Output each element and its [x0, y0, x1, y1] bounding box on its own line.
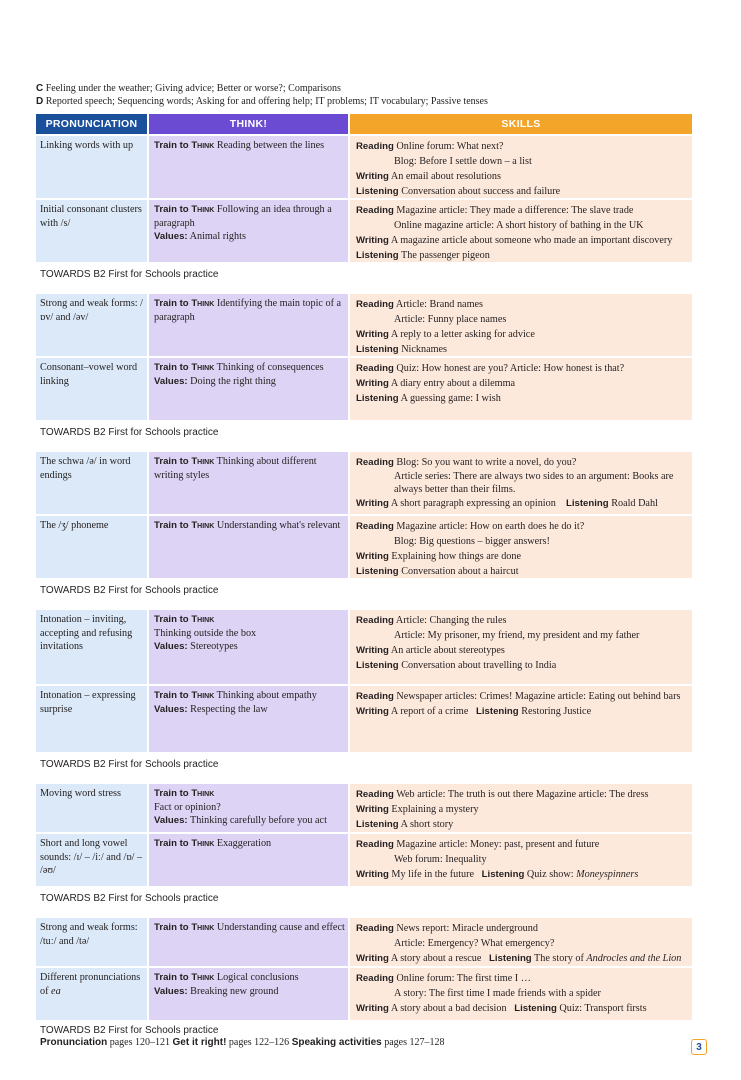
pron-cell: Strong and weak forms: /tuː/ and /tə/	[36, 918, 147, 966]
towards-practice: TOWARDS B2 First for Schools practice	[40, 427, 219, 438]
pron-cell: Different pronunciations of ea	[36, 968, 147, 1020]
table-row	[36, 200, 692, 262]
skills-cell: Reading Web article: The truth is out there Magazine article: The dress Writing Explaining a mystery Listening A short story	[350, 784, 692, 832]
pron-cell: Consonant–vowel word linking	[36, 358, 147, 420]
skills-cell: Reading Online forum: What next? Blog: Before I settle down – a list Writing An email about resolutions Listening Conversation about success and failure	[350, 136, 692, 198]
skills-cell: Reading Magazine article: Money: past, present and future Web forum: Inequality Writing My life in the future Listening Quiz show: Moneyspinners	[350, 834, 692, 886]
skills-cell: Reading Online forum: The first time I … A story: The first time I made friends with a spider Writing A story about a bad decision Listening Quiz: Transport firsts	[350, 968, 692, 1020]
towards-practice: TOWARDS B2 First for Schools practice	[40, 269, 219, 280]
think-cell: Train to Think Thinking about empathy Values: Respecting the law	[149, 686, 348, 752]
think-cell: Train to Think Following an idea through a paragraph Values: Animal rights	[149, 200, 348, 262]
table-row	[36, 516, 692, 578]
pron-cell: The /ʒ/ phoneme	[36, 516, 147, 578]
pron-cell: Intonation – expressing surprise	[36, 686, 147, 752]
contents-table	[36, 114, 692, 1042]
skills-cell: Reading Article: Changing the rules Article: My prisoner, my friend, my president and my father Writing An article about stereotypes Listening Conversation about travelling to India	[350, 610, 692, 684]
table-row	[36, 968, 692, 1020]
think-cell: Train to Think Reading between the lines	[149, 136, 348, 198]
table-row	[36, 358, 692, 420]
towards-practice: TOWARDS B2 First for Schools practice	[40, 585, 219, 596]
skills-cell: Reading Magazine article: They made a difference: The slave trade Online magazine article: A short history of bathing in the UK Writing A magazine article about someone who made an important discovery Listening The passenger pigeon	[350, 200, 692, 262]
towards-practice: TOWARDS B2 First for Schools practice	[40, 759, 219, 770]
pron-cell: Moving word stress	[36, 784, 147, 832]
table-row	[36, 834, 692, 886]
pron-cell: Strong and weak forms: /ɒv/ and /əv/	[36, 294, 147, 356]
think-cell: Train to Think Thinking outside the box Values: Stereotypes	[149, 610, 348, 684]
pron-cell: Intonation – inviting, accepting and refusing invitations	[36, 610, 147, 684]
skills-cell: Reading Magazine article: How on earth does he do it? Blog: Big questions – bigger answers! Writing Explaining how things are done Listening Conversation about a haircut	[350, 516, 692, 578]
table-row	[36, 452, 692, 514]
unit-c-line: C Feeling under the weather; Giving advice; Better or worse?; Comparisons	[36, 83, 341, 94]
header-pronunciation: PRONUNCIATION	[36, 114, 147, 134]
skills-cell: Reading Article: Brand names Article: Funny place names Writing A reply to a letter asking for advice Listening Nicknames	[350, 294, 692, 356]
think-cell: Train to Think Identifying the main topic of a paragraph	[149, 294, 348, 356]
think-cell: Train to Think Fact or opinion? Values: Thinking carefully before you act	[149, 784, 348, 832]
skills-cell: Reading News report: Miracle underground Article: Emergency? What emergency? Writing A story about a rescue Listening The story of Androcles and the Lion	[350, 918, 692, 966]
header-think: THINK!	[149, 114, 348, 134]
table-header	[36, 114, 692, 134]
table-row	[36, 686, 692, 752]
unit-summary	[36, 82, 488, 108]
think-cell: Train to Think Thinking about different writing styles	[149, 452, 348, 514]
header-skills: SKILLS	[350, 114, 692, 134]
table-row	[36, 294, 692, 356]
skills-cell: Reading Quiz: How honest are you? Article: How honest is that? Writing A diary entry about a dilemma Listening A guessing game: I wish	[350, 358, 692, 420]
pron-cell: Linking words with up	[36, 136, 147, 198]
think-cell: Train to Think Logical conclusions Values: Breaking new ground	[149, 968, 348, 1020]
table-row	[36, 610, 692, 684]
think-cell: Train to Think Exaggeration	[149, 834, 348, 886]
unit-d-line: D Reported speech; Sequencing words; Asking for and offering help; IT problems; IT vocabulary; Passive tenses	[36, 96, 488, 107]
skills-cell: Reading Newspaper articles: Crimes! Magazine article: Eating out behind bars Writing A report of a crime Listening Restoring Justice	[350, 686, 692, 752]
table-row	[36, 784, 692, 832]
page-number: 3	[691, 1039, 707, 1055]
page-footer: Pronunciation pages 120–121 Get it right! pages 122–126 Speaking activities pages 127–128	[40, 1037, 445, 1048]
think-cell: Train to Think Understanding cause and effect	[149, 918, 348, 966]
think-cell: Train to Think Understanding what's relevant	[149, 516, 348, 578]
table-row	[36, 136, 692, 198]
pron-cell: The schwa /ə/ in word endings	[36, 452, 147, 514]
skills-cell: Reading Blog: So you want to write a novel, do you? Article series: There are always two sides to an argument: Books are always better than their films. Writing A short paragraph expressing an opinion Listening Roald Dahl	[350, 452, 692, 514]
pron-cell: Short and long vowel sounds: /ɪ/ – /iː/ and /ɒ/ – /əʊ/	[36, 834, 147, 886]
think-cell: Train to Think Thinking of consequences Values: Doing the right thing	[149, 358, 348, 420]
towards-practice: TOWARDS B2 First for Schools practice	[40, 1025, 219, 1036]
towards-practice: TOWARDS B2 First for Schools practice	[40, 893, 219, 904]
table-row	[36, 918, 692, 966]
pron-cell: Initial consonant clusters with /s/	[36, 200, 147, 262]
